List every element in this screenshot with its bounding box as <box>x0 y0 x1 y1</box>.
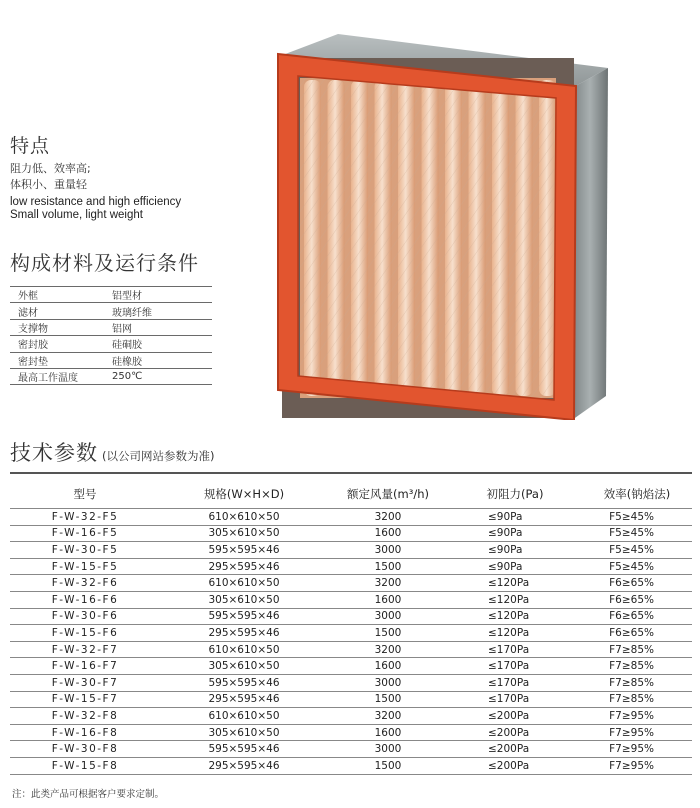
spec-cell: 305×610×50 <box>160 658 328 675</box>
spec-cell: F-W-16-F8 <box>10 724 160 741</box>
tech-title <box>10 437 214 467</box>
spec-row <box>10 608 692 625</box>
spec-cell: ≤200Pa <box>448 757 582 774</box>
feature-cn-line: 阻力低、效率高; <box>10 162 91 175</box>
feature-cn-line: 体积小、重量轻 <box>10 178 87 191</box>
spec-cell: 610×610×50 <box>160 641 328 658</box>
spec-cell: 305×610×50 <box>160 591 328 608</box>
spec-cell: 3000 <box>328 741 448 758</box>
spec-cell: 1600 <box>328 525 448 542</box>
spec-cell: 3200 <box>328 708 448 725</box>
materials-row <box>10 303 212 319</box>
spec-cell: F-W-15-F8 <box>10 757 160 774</box>
materials-row <box>10 352 212 368</box>
tech-title-text: 技术参数 <box>10 441 98 465</box>
spec-cell: ≤90Pa <box>448 509 582 526</box>
spec-cell: ≤170Pa <box>448 691 582 708</box>
materials-key: 密封垫 <box>10 352 104 368</box>
spec-cell: F5≥45% <box>582 542 692 559</box>
spec-cell: 295×595×46 <box>160 691 328 708</box>
spec-row <box>10 708 692 725</box>
spec-cell: F7≥85% <box>582 691 692 708</box>
spec-cell: F-W-30-F8 <box>10 741 160 758</box>
spec-cell: F-W-30-F7 <box>10 674 160 691</box>
spec-cell: ≤170Pa <box>448 674 582 691</box>
materials-key: 最高工作温度 <box>10 368 104 384</box>
spec-cell: F7≥95% <box>582 757 692 774</box>
spec-cell: 1600 <box>328 658 448 675</box>
spec-cell: ≤120Pa <box>448 625 582 642</box>
spec-cell: 1600 <box>328 591 448 608</box>
spec-cell: F7≥95% <box>582 708 692 725</box>
spec-header: 型号 <box>73 487 97 501</box>
spec-cell: 3200 <box>328 575 448 592</box>
materials-row <box>10 287 212 303</box>
spec-cell: F7≥95% <box>582 741 692 758</box>
spec-cell: F6≥65% <box>582 575 692 592</box>
feature-en-line: low resistance and high efficiency <box>10 196 182 208</box>
spec-cell: 1500 <box>328 625 448 642</box>
spec-cell: 610×610×50 <box>160 708 328 725</box>
materials-row <box>10 336 212 352</box>
spec-cell: 610×610×50 <box>160 509 328 526</box>
spec-cell: F-W-15-F6 <box>10 625 160 642</box>
spec-cell: F5≥45% <box>582 558 692 575</box>
features-cn <box>10 161 91 193</box>
spec-cell: ≤170Pa <box>448 641 582 658</box>
materials-key: 外框 <box>10 287 104 303</box>
materials-value: 硅橡胶 <box>104 352 212 368</box>
spec-cell: 3000 <box>328 542 448 559</box>
materials-key: 滤材 <box>10 303 104 319</box>
spec-row <box>10 625 692 642</box>
spec-cell: F6≥65% <box>582 625 692 642</box>
spec-cell: ≤90Pa <box>448 542 582 559</box>
spec-cell: F7≥85% <box>582 658 692 675</box>
materials-key: 支撑物 <box>10 319 104 335</box>
spec-cell: F-W-30-F6 <box>10 608 160 625</box>
spec-row <box>10 591 692 608</box>
spec-cell: 305×610×50 <box>160 525 328 542</box>
spec-row <box>10 525 692 542</box>
spec-cell: F-W-15-F5 <box>10 558 160 575</box>
materials-value: 铝型材 <box>104 287 212 303</box>
spec-cell: F5≥45% <box>582 525 692 542</box>
spec-cell: 295×595×46 <box>160 757 328 774</box>
spec-cell: F-W-15-F7 <box>10 691 160 708</box>
spec-cell: 595×595×46 <box>160 741 328 758</box>
spec-cell: ≤200Pa <box>448 708 582 725</box>
spec-header: 效率(钠焰法) <box>603 487 671 501</box>
spec-cell: F5≥45% <box>582 509 692 526</box>
spec-row <box>10 575 692 592</box>
footnote: 注：此类产品可根据客户要求定制。 <box>12 789 165 800</box>
spec-cell: ≤120Pa <box>448 591 582 608</box>
spec-cell: 610×610×50 <box>160 575 328 592</box>
spec-cell: ≤120Pa <box>448 608 582 625</box>
spec-cell: 595×595×46 <box>160 674 328 691</box>
spec-cell: ≤200Pa <box>448 724 582 741</box>
features-en <box>10 196 181 222</box>
spec-cell: F-W-32-F5 <box>10 509 160 526</box>
spec-cell: F6≥65% <box>582 608 692 625</box>
features-title: 特点 <box>10 135 51 157</box>
spec-cell: 305×610×50 <box>160 724 328 741</box>
spec-row <box>10 724 692 741</box>
spec-row <box>10 641 692 658</box>
spec-cell: 1600 <box>328 724 448 741</box>
spec-row <box>10 741 692 758</box>
spec-cell: 3000 <box>328 674 448 691</box>
spec-row <box>10 691 692 708</box>
spec-cell: 1500 <box>328 757 448 774</box>
spec-header: 额定风量(m³/h) <box>347 487 429 501</box>
spec-cell: 3000 <box>328 608 448 625</box>
spec-cell: F6≥65% <box>582 591 692 608</box>
spec-cell: F-W-16-F5 <box>10 525 160 542</box>
spec-row <box>10 658 692 675</box>
spec-cell: F-W-30-F5 <box>10 542 160 559</box>
spec-cell: F-W-32-F7 <box>10 641 160 658</box>
spec-cell: 295×595×46 <box>160 558 328 575</box>
feature-en-line: Small volume, light weight <box>10 209 143 221</box>
materials-value: 铝网 <box>104 319 212 335</box>
spec-cell: ≤120Pa <box>448 575 582 592</box>
spec-cell: 3200 <box>328 509 448 526</box>
spec-row <box>10 509 692 526</box>
spec-cell: 595×595×46 <box>160 608 328 625</box>
materials-value: 250℃ <box>104 368 212 384</box>
spec-cell: F7≥85% <box>582 674 692 691</box>
spec-cell: 595×595×46 <box>160 542 328 559</box>
spec-cell: 3200 <box>328 641 448 658</box>
spec-table <box>10 480 692 775</box>
tech-divider <box>10 472 692 474</box>
materials-value: 硅硐胶 <box>104 336 212 352</box>
spec-cell: ≤170Pa <box>448 658 582 675</box>
materials-key: 密封胶 <box>10 336 104 352</box>
spec-cell: F7≥95% <box>582 724 692 741</box>
materials-row <box>10 368 212 384</box>
spec-row <box>10 674 692 691</box>
tech-title-note: (以公司网站参数为准) <box>102 449 215 463</box>
spec-cell: F-W-16-F7 <box>10 658 160 675</box>
materials-title: 构成材料及运行条件 <box>10 251 199 275</box>
materials-row <box>10 319 212 335</box>
spec-cell: F-W-16-F6 <box>10 591 160 608</box>
spec-cell: F-W-32-F6 <box>10 575 160 592</box>
spec-cell: ≤90Pa <box>448 558 582 575</box>
spec-cell: 1500 <box>328 558 448 575</box>
materials-value: 玻璃纤维 <box>104 303 212 319</box>
spec-row <box>10 542 692 559</box>
spec-cell: 1500 <box>328 691 448 708</box>
spec-cell: ≤200Pa <box>448 741 582 758</box>
spec-cell: F7≥85% <box>582 641 692 658</box>
spec-row <box>10 558 692 575</box>
spec-cell: ≤90Pa <box>448 525 582 542</box>
materials-table <box>10 286 212 385</box>
spec-cell: 295×595×46 <box>160 625 328 642</box>
spec-row <box>10 757 692 774</box>
spec-header: 初阻力(Pa) <box>486 487 544 501</box>
filter-product-image <box>272 28 612 420</box>
spec-header: 规格(W×H×D) <box>203 487 285 501</box>
spec-cell: F-W-32-F8 <box>10 708 160 725</box>
